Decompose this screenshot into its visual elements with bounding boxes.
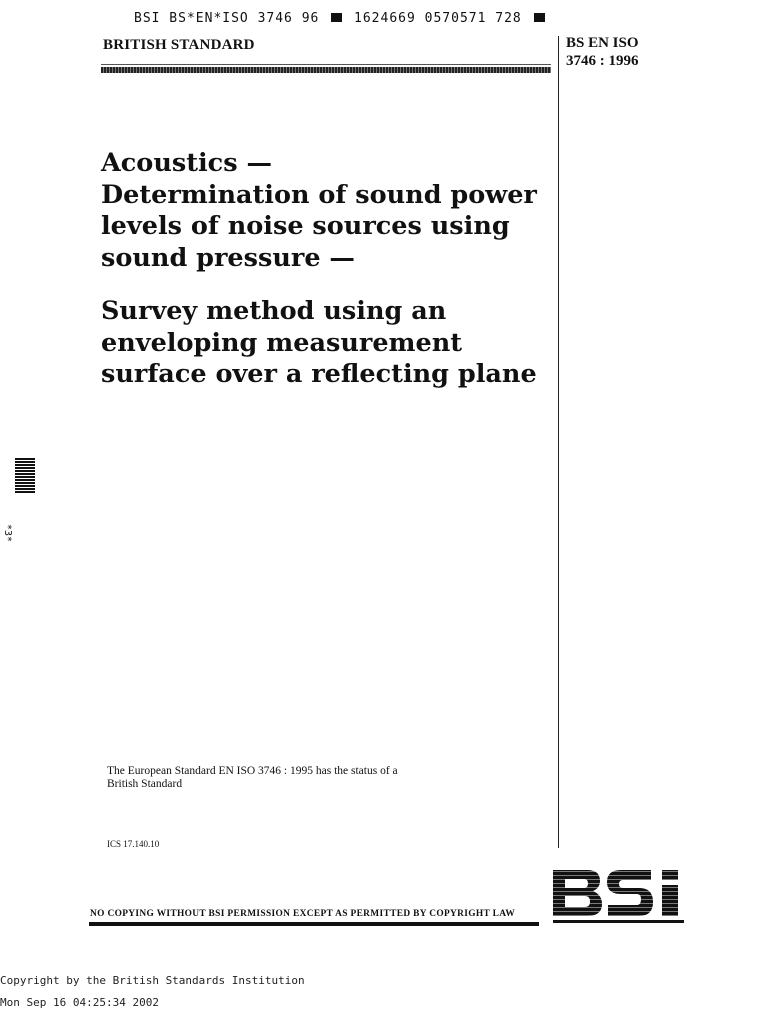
header-rule-thin <box>101 64 551 65</box>
ics-code: ICS 17.140.10 <box>107 839 160 849</box>
document-id-code-part2: 1624669 0570571 728 <box>354 11 522 26</box>
bsi-logo <box>553 869 684 925</box>
standard-number <box>566 34 639 70</box>
block-mark <box>331 13 342 22</box>
document-title <box>101 148 551 391</box>
barcode-icon <box>15 458 35 494</box>
standard-number-line2: 3746 : 1996 <box>566 53 639 69</box>
timestamp: Mon Sep 16 04:25:34 2002 <box>0 996 159 1009</box>
title-gap <box>101 274 551 296</box>
vertical-divider <box>558 36 559 848</box>
copyright-stamp <box>0 970 305 1014</box>
copyright-line: Copyright by the British Standards Institution <box>0 974 305 987</box>
title-line: Determination of sound power <box>101 179 537 210</box>
block-mark <box>534 13 545 22</box>
title-line: levels of noise sources using <box>101 211 510 241</box>
title-line: enveloping measurement <box>101 327 463 358</box>
status-note <box>107 765 467 791</box>
status-note-line1: The European Standard EN ISO 3746 : 1995 has the status of a <box>107 765 398 777</box>
title-line: sound pressure — <box>101 242 355 273</box>
document-id-code-part1: BSI BS*EN*ISO 3746 96 <box>134 11 320 26</box>
title-line: surface over a reflecting plane <box>101 359 537 389</box>
header-rule-thick <box>101 67 551 73</box>
standard-number-line1: BS EN ISO <box>566 35 639 51</box>
document-id-code <box>134 11 548 26</box>
side-mark: *3* <box>2 524 13 543</box>
standard-type-label: BRITISH STANDARD <box>103 37 255 53</box>
title-line: Survey method using an <box>101 296 447 326</box>
status-note-line2: British Standard <box>107 778 183 790</box>
title-line: Acoustics — <box>101 148 272 178</box>
footer-rule <box>89 922 539 926</box>
copyright-notice: NO COPYING WITHOUT BSI PERMISSION EXCEPT AS PERMITTED BY COPYRIGHT LAW <box>90 909 516 919</box>
